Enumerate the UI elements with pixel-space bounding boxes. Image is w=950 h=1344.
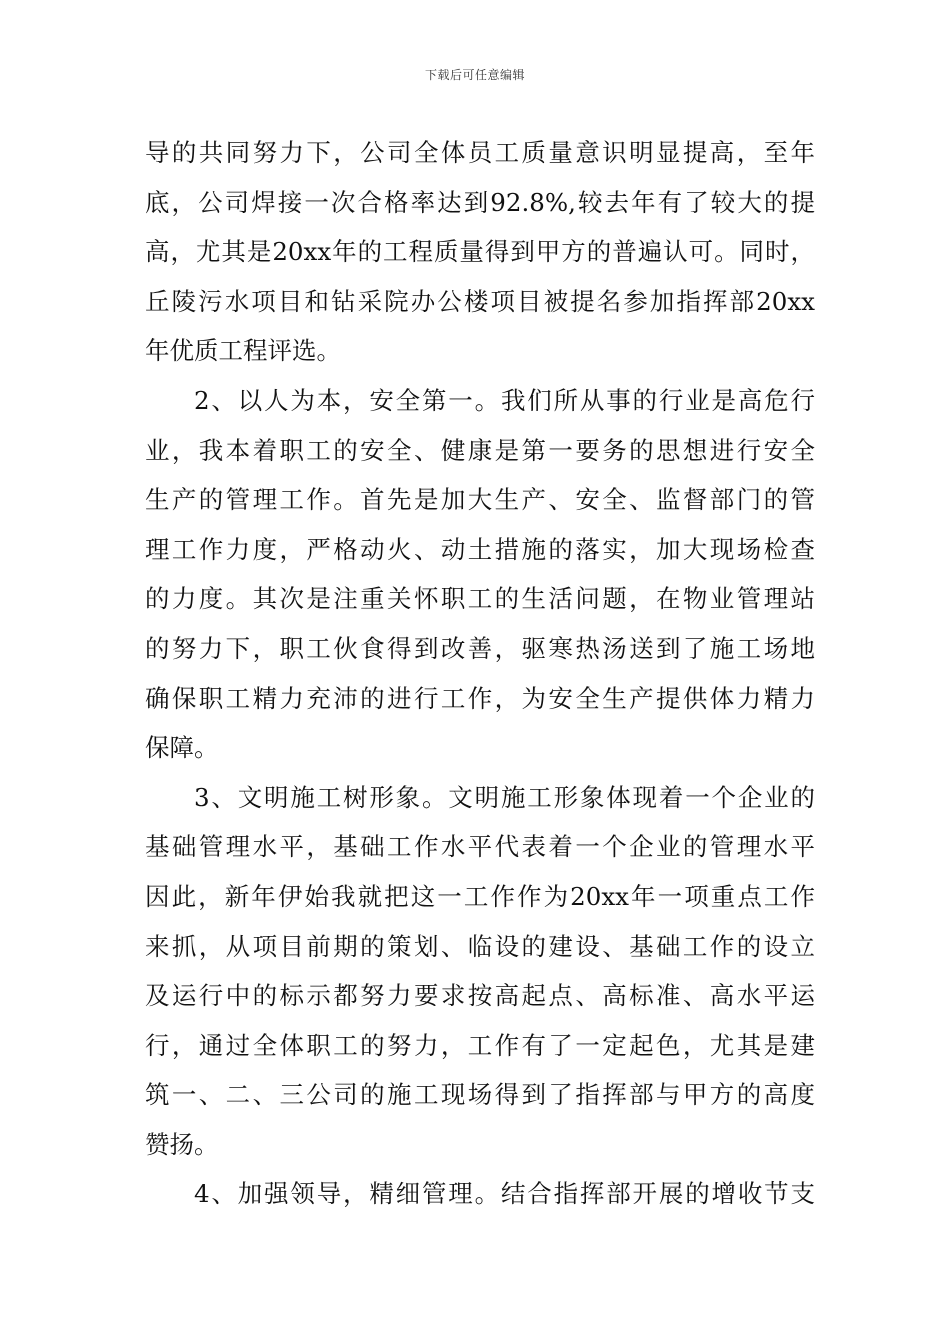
text-line: 确保职工精力充沛的进行工作，为安全生产提供体力精力	[145, 683, 815, 713]
text-line: 的努力下，职工伙食得到改善，驱寒热汤送到了施工场地	[145, 633, 815, 663]
document-body	[145, 128, 815, 1219]
paragraph-3-first-line: 3、文明施工树形象。文明施工形象体现着一个企业的	[194, 782, 815, 812]
text-line: 的力度。其次是注重关怀职工的生活问题，在物业管理站	[145, 584, 815, 614]
text-line: 来抓，从项目前期的策划、临设的建设、基础工作的设立	[145, 931, 815, 961]
text-line: 导的共同努力下，公司全体员工质量意识明显提高，至年	[145, 138, 815, 167]
text-line: 底，公司焊接一次合格率达到92.8%,较去年有了较大的提	[145, 187, 815, 217]
text-line: 及运行中的标示都努力要求按高起点、高标准、高水平运	[145, 981, 815, 1011]
text-line: 赞扬。	[145, 1129, 219, 1159]
text-line: 高，尤其是20xx年的工程质量得到甲方的普遍认可。同时，	[145, 237, 815, 267]
text-line: 业，我本着职工的安全、健康是第一要务的思想进行安全	[145, 435, 815, 465]
text-line: 丘陵污水项目和钻采院办公楼项目被提名参加指挥部20xx	[145, 286, 815, 316]
text-line: 生产的管理工作。首先是加大生产、安全、监督部门的管	[145, 485, 815, 515]
paragraph-4-first-line: 4、加强领导，精细管理。结合指挥部开展的增收节支	[194, 1179, 815, 1209]
text-line: 行，通过全体职工的努力，工作有了一定起色，尤其是建	[145, 1030, 815, 1060]
paragraph-2-first-line: 2、以人为本，安全第一。我们所从事的行业是高危行	[194, 385, 815, 415]
text-line: 理工作力度，严格动火、动土措施的落实，加大现场检查	[145, 534, 815, 564]
text-line: 筑一、二、三公司的施工现场得到了指挥部与甲方的高度	[145, 1080, 815, 1110]
text-line: 基础管理水平，基础工作水平代表着一个企业的管理水平	[145, 832, 815, 862]
text-line: 因此，新年伊始我就把这一工作作为20xx年一项重点工作	[145, 881, 815, 911]
text-line: 年优质工程评选。	[145, 336, 341, 366]
text-line: 保障。	[145, 733, 219, 763]
header-note: 下载后可任意编辑	[424, 68, 525, 82]
